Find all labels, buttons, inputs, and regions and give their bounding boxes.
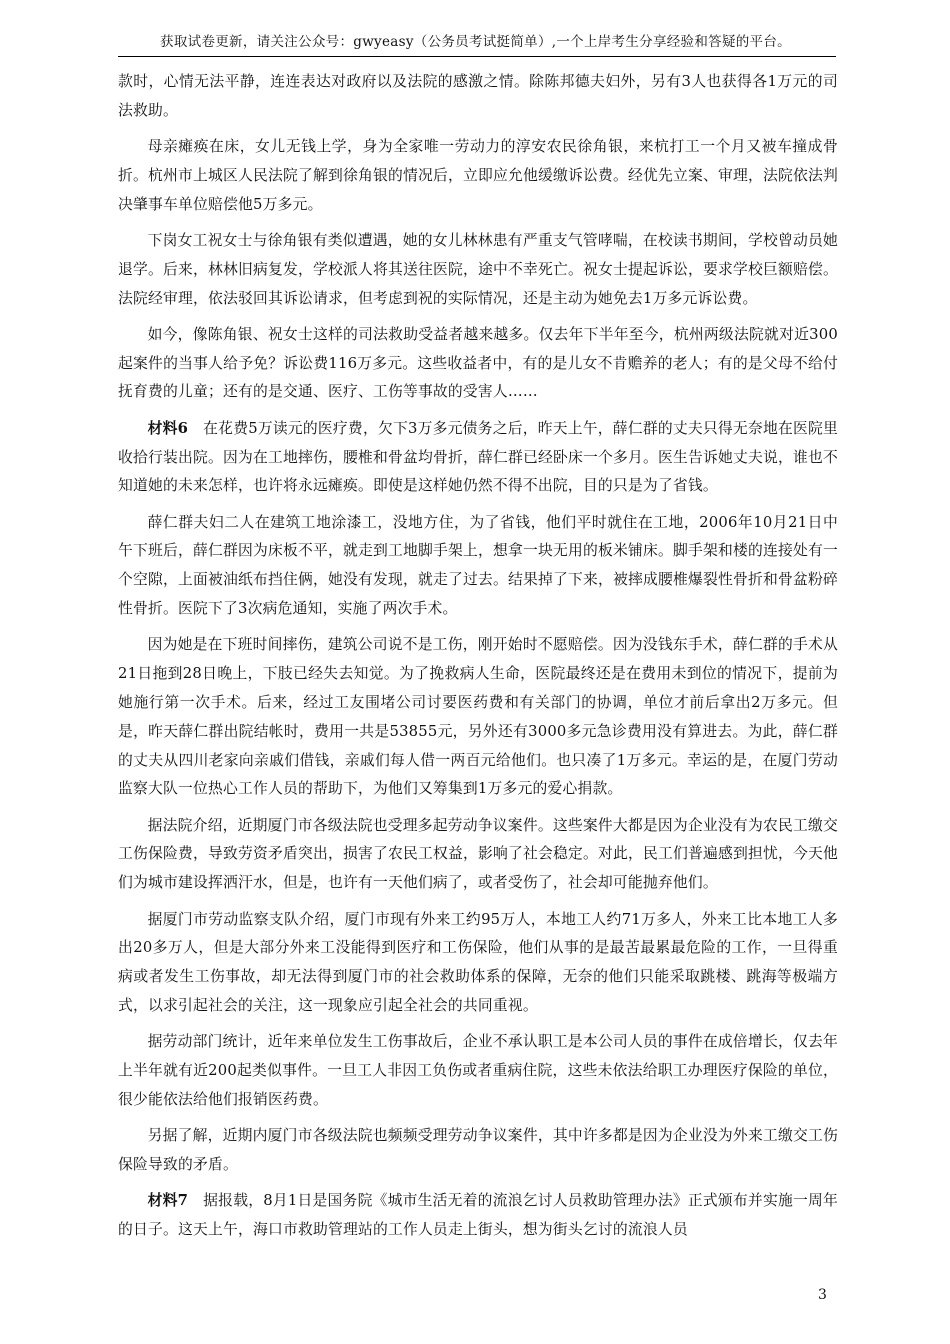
header-divider [118, 56, 836, 57]
paragraph [118, 812, 838, 898]
paragraph [118, 1122, 838, 1180]
paragraph-text: 据劳动部门统计，近年来单位发生工伤事故后，企业不承认职工是本公司人员的事件在成倍增长，仅去年上半年就有近200起类似事件。一旦工人非因工负伤或者重病住院，这些未依法给职工办理医疗保险的单位，很少能依法给他们报销医药费。 [118, 1033, 838, 1108]
paragraph-text: 据报载，8月1日是国务院《城市生活无着的流浪乞讨人员救助管理办法》正式颁布并实施一周年的日子。这天上午，海口市救助管理站的工作人员走上街头，想为街头乞讨的流浪人员 [118, 1192, 839, 1238]
document-body [118, 68, 838, 1252]
paragraph [118, 321, 838, 407]
paragraph-text: 薛仁群夫妇二人在建筑工地涂漆工，没地方住，为了省钱，他们平时就住在工地，2006年10月21日中午下班后，薛仁群因为床板不平，就走到工地脚手架上，想拿一块无用的板米铺床。脚手架和楼的连接处有一个空隙，上面被油纸布挡住俩，她没有发现，就走了过去。结果掉了下来，被摔成腰椎爆裂性骨折和骨盆粉碎性骨折。医院下了3次病危通知，实施了两次手术。 [118, 513, 838, 618]
paragraph [118, 68, 838, 126]
material-label: 材料7 [147, 1192, 189, 1210]
paragraph-text: 据厦门市劳动监察支队介绍，厦门市现有外来工约95万人，本地工人约71万多人，外来工比本地工人多出20多万人，但是大部分外来工没能得到医疗和工伤保险，他们从事的是最苦最累最危险的工作，一旦得重病或者发生工伤事故，却无法得到厦门市的社会救助体系的保障，无奈的他们只能采取跳楼、跳海等极端方式，以求引起社会的关注，这一现象应引起全社会的共同重视。 [118, 910, 838, 1014]
paragraph [118, 133, 838, 219]
page-header: 获取试卷更新，请关注公众号：gwyeasy（公务员考试挺简单）,一个上岸考生分享经验和答疑的平台。 [160, 34, 791, 50]
paragraph [118, 1028, 838, 1114]
paragraph [118, 631, 838, 804]
paragraph-text: 另据了解，近期内厦门市各级法院也频频受理劳动争议案件，其中许多都是因为企业没为外来工缴交工伤保险导致的矛盾。 [118, 1127, 838, 1173]
paragraph-text: 母亲瘫痪在床，女儿无钱上学，身为全家唯一劳动力的淳安农民徐角银，来杭打工一个月又被车撞成骨折。杭州市上城区人民法院了解到徐角银的情况后，立即应允他缓缴诉讼费。经优先立案、审理，法院依法判决肇事车单位赔偿他5万多元。 [118, 138, 838, 213]
material-paragraph [118, 1187, 838, 1245]
paragraph-text: 在花费5万读元的医疗费，欠下3万多元债务之后，昨天上午，薛仁群的丈夫只得无奈地在医院里收拾行装出院。因为在工地摔伤，腰椎和骨盆均骨折，薛仁群已经卧床一个多月。医生告诉她丈夫说，谁也不知道她的未来怎样，也许将永远瘫痪。即使是这样她仍然不得不出院，目的只是为了省钱。 [118, 419, 839, 495]
material-label: 材料6 [147, 419, 189, 437]
page-number: 3 [818, 1287, 827, 1303]
paragraph [118, 509, 838, 624]
material-paragraph [118, 415, 838, 501]
paragraph-text: 如今，像陈角银、祝女士这样的司法救助受益者越来越多。仅去年下半年至今，杭州两级法院就对近300起案件的当事人给予免？诉讼费116万多元。这些收益者中，有的是儿女不肯赡养的老人；有的是父母不给付抚育费的儿童；还有的是交通、医疗、工伤等事故的受害人…… [118, 325, 838, 401]
paragraph-text: 下岗女工祝女士与徐角银有类似遭遇，她的女儿林林患有严重支气管哮喘，在校读书期间，学校曾动员她退学。后来，林林旧病复发，学校派人将其送往医院，途中不幸死亡。祝女士提起诉讼，要求学校巨额赔偿。法院经审理，依法驳回其诉讼请求，但考虑到祝的实际情况，还是主动为她免去1万多元诉讼费。 [118, 231, 838, 307]
paragraph-text: 因为她是在下班时间摔伤，建筑公司说不是工伤，刚开始时不愿赔偿。因为没钱东手术，薛仁群的手术从21日拖到28日晚上，下肢已经失去知觉。为了挽救病人生命，医院最终还是在费用未到位的情况下，提前为她施行第一次手术。后来，经过工友围堵公司讨要医药费和有关部门的协调，单位才前后拿出2万多元。但是，昨天薛仁群出院结帐时，费用一共是53855元，另外还有3000多元急诊费用没有算进去。为此，薛仁群的丈夫从四川老家向亲戚们借钱，亲戚们每人借一两百元给他们。也只凑了1万多元。幸运的是，在厦门劳动监察大队一位热心工作人员的帮助下，为他们又筹集到1万多元的爱心捐款。 [118, 636, 838, 798]
paragraph [118, 906, 838, 1021]
paragraph-text: 据法院介绍，近期厦门市各级法院也受理多起劳动争议案件。这些案件大都是因为企业没有为农民工缴交工伤保险费，导致劳资矛盾突出，损害了农民工权益，影响了社会稳定。对此，民工们普遍感到担忧，今天他们为城市建设挥洒汗水，但是，也许有一天他们病了，或者受伤了，社会却可能抛弃他们。 [118, 816, 838, 892]
paragraph [118, 227, 838, 313]
paragraph-text: 款时，心情无法平静，连连表达对政府以及法院的感激之情。除陈邦德夫妇外，另有3人也获得各1万元的司法救助。 [118, 73, 838, 119]
